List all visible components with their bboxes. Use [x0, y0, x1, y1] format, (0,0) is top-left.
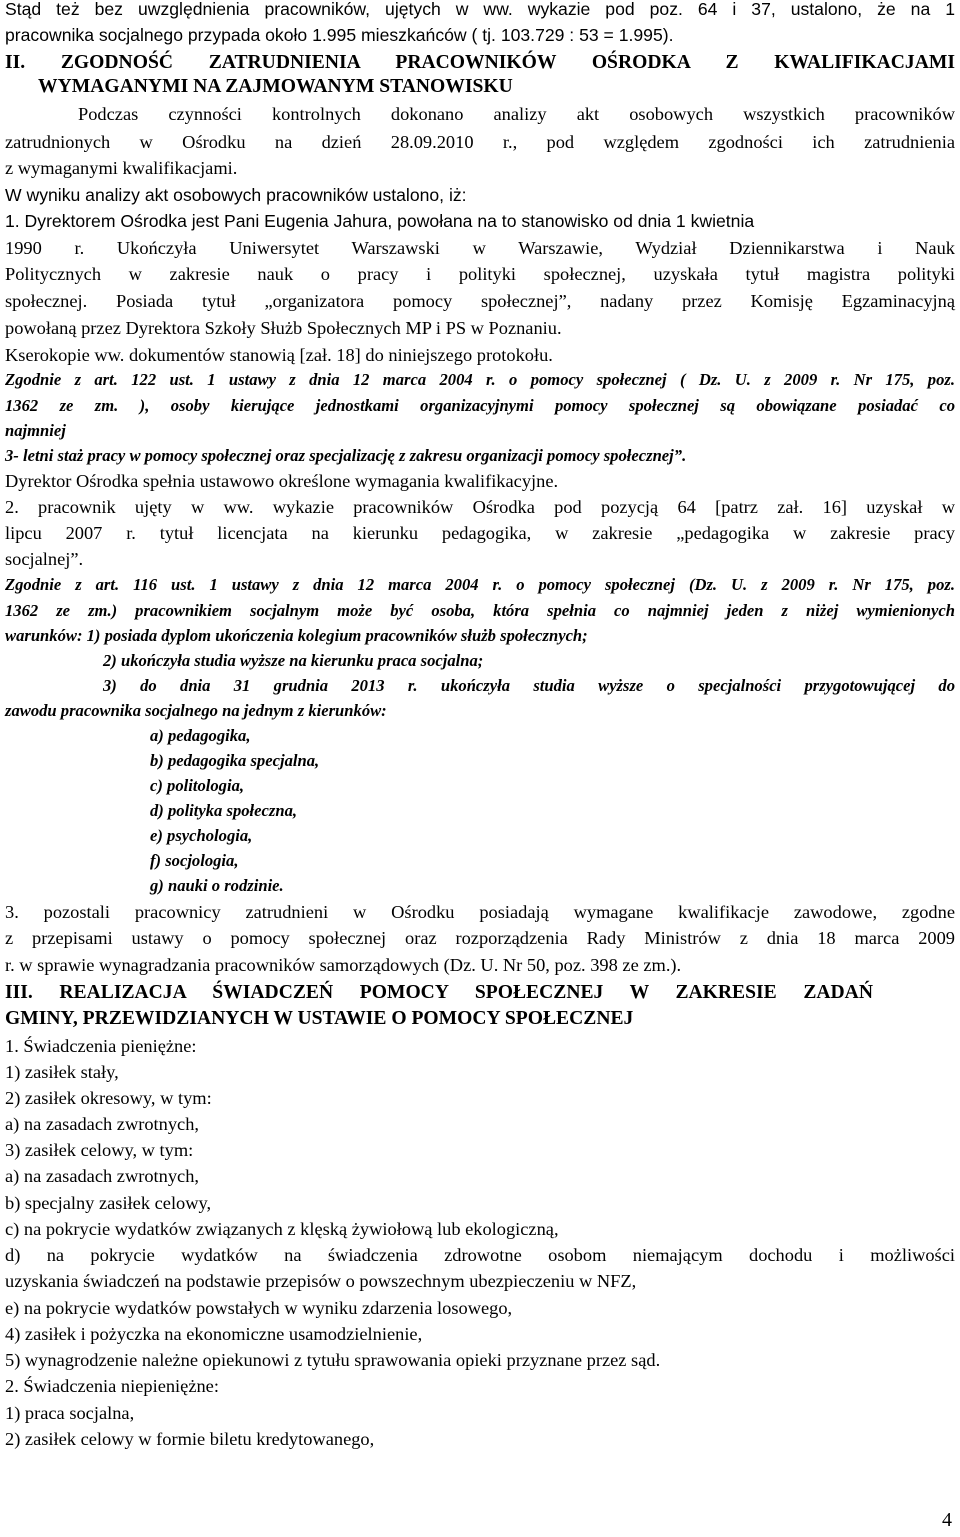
text-line: 1362 ze zm. ), osoby kierujące jednostkami organizacyjnymi pomocy społecznej są obowiązane posiadać co: [5, 396, 955, 415]
section-heading: II. ZGODNOŚĆ ZATRUDNIENIA PRACOWNIKÓW OŚRODKA Z KWALIFIKACJAMI: [5, 52, 955, 73]
text-line: Zgodnie z art. 116 ust. 1 ustawy z dnia 12 marca 2004 r. o pomocy społecznej (Dz. U. z 2009 r. Nr 175, poz.: [5, 575, 955, 594]
text-line: pracownika socjalnego przypada około 1.995 mieszkańców ( tj. 103.729 : 53 = 1.995).: [5, 25, 674, 45]
text-line: Stąd też bez uwzględnienia pracowników, ujętych w ww. wykazie pod poz. 64 i 37, ustalono, że na 1: [5, 0, 955, 19]
list-item: b) pedagogika specjalna,: [150, 751, 320, 770]
text-line: Zgodnie z art. 122 ust. 1 ustawy z dnia 12 marca 2004 r. o pomocy społecznej ( Dz. U. z 2009 r. Nr 175, poz.: [5, 370, 955, 389]
section-heading: WYMAGANYMI NA ZAJMOWANYM STANOWISKU: [38, 76, 513, 97]
list-item: 1) zasiłek stały,: [5, 1062, 119, 1082]
text-line: uzyskania świadczeń na podstawie przepisów o powszechnym ubezpieczeniu w NFZ,: [5, 1271, 637, 1291]
list-item: c) na pokrycie wydatków związanych z klęską żywiołową lub ekologiczną,: [5, 1219, 559, 1239]
list-item: 3) zasiłek celowy, w tym:: [5, 1140, 194, 1160]
list-item: e) psychologia,: [150, 826, 253, 845]
text-line: 1990 r. Ukończyła Uniwersytet Warszawski w Warszawie, Wydział Dziennikarstwa i Nauk: [5, 238, 955, 258]
text-line: zatrudnionych w Ośrodku na dzień 28.09.2010 r., pod względem zgodności ich zatrudnienia: [5, 132, 955, 152]
text-line: 3. pozostali pracownicy zatrudnieni w Ośrodku posiadają wymagane kwalifikacje zawodowe, zgodne: [5, 902, 955, 922]
text-line: 1. Świadczenia pieniężne:: [5, 1036, 197, 1056]
text-line: zawodu pracownika socjalnego na jednym z kierunków:: [5, 701, 387, 720]
text-line: z wymaganymi kwalifikacjami.: [5, 158, 238, 178]
text-line: 1. Dyrektorem Ośrodka jest Pani Eugenia Jahura, powołana na to stanowisko od dnia 1 kwietnia: [5, 211, 755, 231]
text-line: 3) do dnia 31 grudnia 2013 r. ukończyła studia wyższe o specjalności przygotowującej do: [103, 676, 955, 695]
text-line: W wyniku analizy akt osobowych pracowników ustalono, iż:: [5, 185, 467, 205]
text-line: 1362 ze zm.) pracownikiem socjalnym może być osoba, która spełnia co najmniej jeden z niżej wymienionych: [5, 601, 955, 620]
text-line: 3- letni staż pracy w pomocy społecznej oraz specjalizację z zakresu organizacji pomocy społecznej”.: [5, 446, 687, 465]
list-item: a) na zasadach zwrotnych,: [5, 1166, 200, 1186]
text-line: warunków: 1) posiada dyplom ukończenia kolegium pracowników służb społecznych;: [5, 626, 588, 645]
text-line: r. w sprawie wynagradzania pracowników samorządowych (Dz. U. Nr 50, poz. 398 ze zm.).: [5, 955, 682, 975]
list-item: a) na zasadach zwrotnych,: [5, 1114, 200, 1134]
text-line: 2. pracownik ujęty w ww. wykazie pracowników Ośrodka pod pozycją 64 [patrz zał. 16] uzyskał w: [5, 497, 955, 517]
text-line: socjalnej”.: [5, 549, 84, 569]
text-line: najmniej: [5, 421, 66, 440]
section-heading: GMINY, PRZEWIDZIANYCH W USTAWIE O POMOCY SPOŁECZNEJ: [5, 1008, 634, 1029]
list-item: 2) zasiłek okresowy, w tym:: [5, 1088, 212, 1108]
list-item: e) na pokrycie wydatków powstałych w wyniku zdarzenia losowego,: [5, 1298, 513, 1318]
list-item: a) pedagogika,: [150, 726, 251, 745]
list-item: 2) zasiłek celowy w formie biletu kredytowanego,: [5, 1429, 375, 1449]
list-item: d) polityka społeczna,: [150, 801, 298, 820]
text-line: z przepisami ustawy o pomocy społecznej oraz rozporządzenia Rady Ministrów z dnia 18 marca 2009: [5, 928, 955, 948]
text-line: powołaną przez Dyrektora Szkoły Służb Społecznych MP i PS w Poznaniu.: [5, 318, 562, 338]
list-item: b) specjalny zasiłek celowy,: [5, 1193, 212, 1213]
section-heading: III. REALIZACJA ŚWIADCZEŃ POMOCY SPOŁECZNEJ W ZAKRESIE ZADAŃ: [5, 982, 873, 1003]
list-item: 5) wynagrodzenie należne opiekunowi z tytułu sprawowania opieki przyznane przez sąd.: [5, 1350, 661, 1370]
text-line: Politycznych w zakresie nauk o pracy i polityki społecznej, uzyskała tytuł magistra polityki: [5, 264, 955, 284]
list-item: f) socjologia,: [150, 851, 239, 870]
text-line: społecznej. Posiada tytuł „organizatora pomocy społecznej”, nadany przez Komisję Egzaminacyjną: [5, 291, 955, 311]
list-item: 1) praca socjalna,: [5, 1403, 135, 1423]
list-item: d) na pokrycie wydatków na świadczenia zdrowotne osobom niemającym dochodu i możliwości: [5, 1245, 955, 1265]
text-line: lipcu 2007 r. tytuł licencjata na kierunku pedagogika, w zakresie „pedagogika w zakresie pracy: [5, 523, 955, 543]
list-item: g) nauki o rodzinie.: [150, 876, 284, 895]
list-item: c) politologia,: [150, 776, 245, 795]
text-line: Kserokopie ww. dokumentów stanowią [zał. 18] do niniejszego protokołu.: [5, 345, 553, 365]
text-line: Podczas czynności kontrolnych dokonano analizy akt osobowych wszystkich pracowników: [78, 104, 955, 124]
list-item: 4) zasiłek i pożyczka na ekonomiczne usamodzielnienie,: [5, 1324, 423, 1344]
page-number: 4: [942, 1509, 952, 1531]
text-line: 2) ukończyła studia wyższe na kierunku praca socjalna;: [103, 651, 484, 670]
text-line: 2. Świadczenia niepieniężne:: [5, 1376, 219, 1396]
text-line: Dyrektor Ośrodka spełnia ustawowo określone wymagania kwalifikacyjne.: [5, 471, 559, 491]
